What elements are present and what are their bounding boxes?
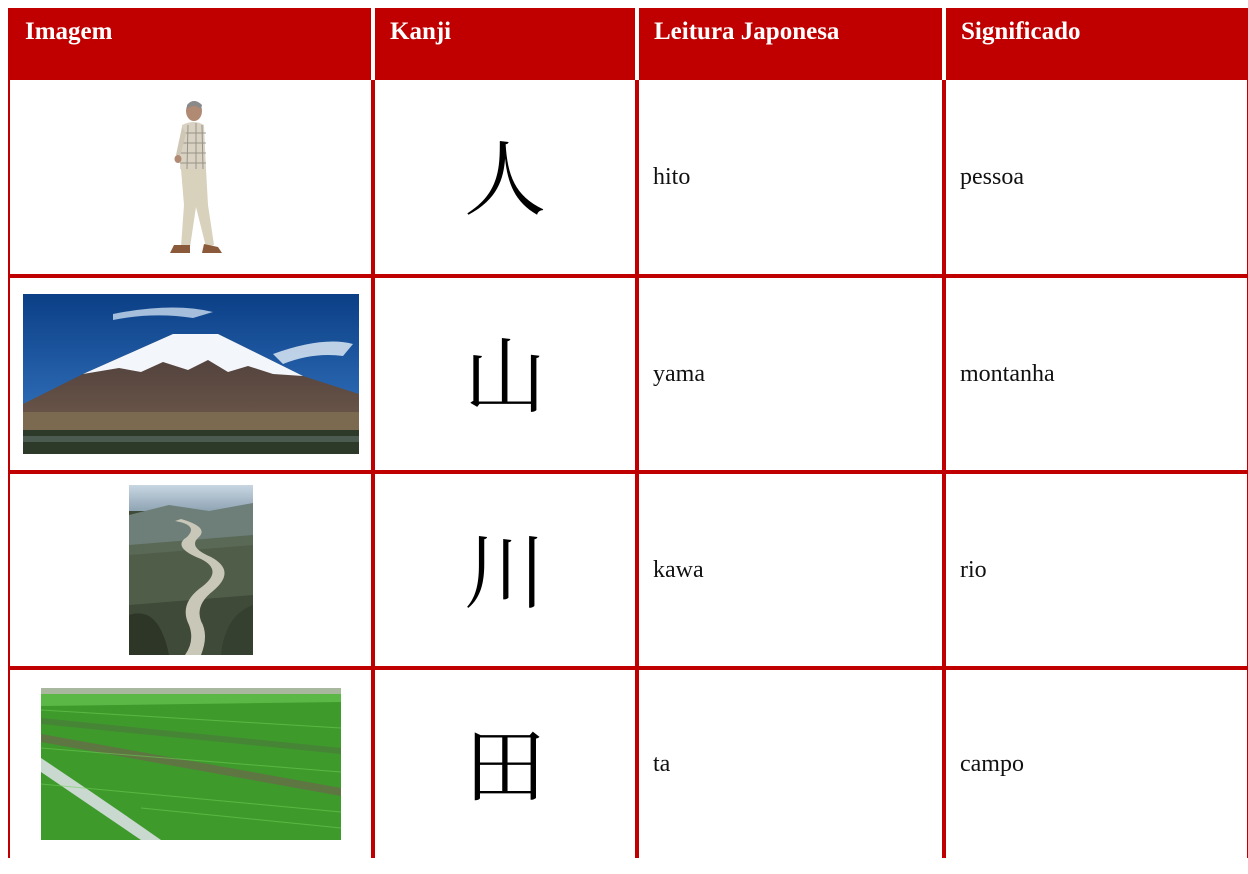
reading-cell: yama: [637, 276, 944, 472]
meaning-cell: campo: [944, 668, 1248, 858]
kanji-table: [8, 8, 1248, 858]
meaning-cell: montanha: [944, 276, 1248, 472]
kanji-character: 山: [463, 330, 546, 425]
reading-cell: kawa: [637, 472, 944, 668]
header-meaning: Significado: [944, 8, 1248, 80]
rice-field-photo: [41, 688, 341, 840]
image-cell: [9, 472, 373, 668]
meaning-cell: pessoa: [944, 80, 1248, 276]
image-cell: [9, 80, 373, 276]
kanji-character: 田: [463, 720, 546, 815]
table-row: [9, 668, 1248, 858]
kanji-character: 人: [463, 133, 546, 228]
meaning-cell: rio: [944, 472, 1248, 668]
table-row: [9, 80, 1248, 276]
kanji-cell: [373, 668, 637, 858]
kanji-cell: [373, 276, 637, 472]
table-row: [9, 472, 1248, 668]
person-walking-photo: [156, 97, 226, 257]
header-image: Imagem: [9, 8, 373, 80]
kanji-cell: [373, 80, 637, 276]
mountain-fuji-photo: [23, 294, 359, 454]
kanji-cell: [373, 472, 637, 668]
reading-cell: hito: [637, 80, 944, 276]
header-reading: Leitura Japonesa: [637, 8, 944, 80]
image-cell: [9, 276, 373, 472]
table-row: [9, 276, 1248, 472]
header-row: [9, 8, 1248, 80]
river-valley-photo: [129, 485, 253, 655]
kanji-character: 川: [463, 526, 546, 621]
header-kanji: Kanji: [373, 8, 637, 80]
reading-cell: ta: [637, 668, 944, 858]
image-cell: [9, 668, 373, 858]
